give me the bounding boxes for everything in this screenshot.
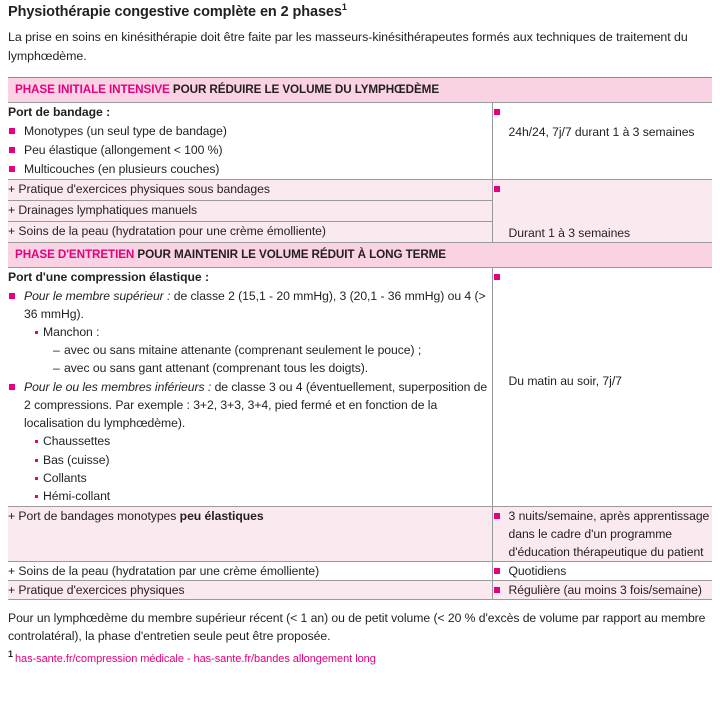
phase2-band bbox=[8, 243, 712, 268]
phase2-row-0-text-bold: peu élastiques bbox=[179, 508, 264, 523]
upper-limb-label: Pour le membre supérieur : bbox=[24, 289, 171, 304]
phase1-band bbox=[8, 77, 712, 102]
phase2-main-cell bbox=[8, 268, 492, 507]
phase1-main-cell bbox=[8, 102, 492, 179]
phase1-bullet-list bbox=[8, 122, 492, 178]
manchon-list bbox=[34, 323, 492, 377]
manchon-label: Manchon : bbox=[43, 325, 100, 340]
phase2-row-2-text: + Pratique d'exercices physiques bbox=[8, 580, 492, 599]
phase1-row-0-text: + Pratique d'exercices physiques sous bandages bbox=[8, 180, 492, 201]
phase1-main-right-text: 24h/24, 7j/7 durant 1 à 3 semaines bbox=[493, 103, 713, 141]
list-item: Multicouches (en plusieurs couches) bbox=[8, 160, 492, 178]
upper-limb-text: de classe 2 (15,1 - 20 mmHg), 3 (20,1 - 36 mmHg) ou 4 (> 36 mmHg). bbox=[24, 289, 486, 322]
phase1-row-2-text: + Soins de la peau (hydratation pour une crème émolliente) bbox=[8, 222, 492, 243]
table-row bbox=[8, 561, 712, 580]
phase2-band-highlight: PHASE D'ENTRETIEN bbox=[15, 248, 135, 262]
phase1-band-highlight: PHASE INITIALE INTENSIVE bbox=[15, 82, 170, 96]
table-row bbox=[8, 180, 712, 201]
phase1-main-right-cell bbox=[492, 102, 712, 179]
manchon-sub-list bbox=[53, 341, 492, 377]
list-item: Peu élastique (allongement < 100 %) bbox=[8, 141, 492, 159]
footnote-marker: 1 bbox=[8, 649, 13, 660]
list-item: Bas (cuisse) bbox=[34, 451, 492, 469]
phase2-row-2-right-text: Régulière (au moins 3 fois/semaine) bbox=[493, 581, 713, 599]
phase2-main-right-cell bbox=[492, 268, 712, 507]
document-page bbox=[0, 3, 720, 727]
list-item bbox=[34, 323, 492, 377]
phase1-rows-right-text: Durant 1 à 3 semaines bbox=[493, 180, 713, 242]
phase2-row-1-right-text: Quotidiens bbox=[493, 562, 713, 580]
lower-limb-text: de classe 3 ou 4 (éventuellement, superposition de 2 compressions. Par exemple : 3+2, 3+3, 3+4, pied fermé et en fonction de la localisation du lymphœdème). bbox=[24, 380, 488, 431]
phase2-band-row bbox=[8, 243, 712, 268]
list-item: Chaussettes bbox=[34, 432, 492, 450]
phase1-band-rest: POUR RÉDUIRE LE VOLUME DU LYMPHŒDÈME bbox=[169, 82, 440, 96]
phase2-main-row bbox=[8, 268, 712, 507]
list-item: Collants bbox=[34, 469, 492, 487]
footnote-text: has-sante.fr/compression médicale - has-sante.fr/bandes allongement long bbox=[14, 652, 376, 665]
title-footnote-marker: 1 bbox=[341, 2, 347, 13]
lower-limb-list bbox=[34, 432, 492, 504]
phase2-band-rest: POUR MAINTENIR LE VOLUME RÉDUIT À LONG TERME bbox=[134, 248, 446, 262]
table-row bbox=[8, 506, 712, 561]
phase2-row-0-right bbox=[492, 506, 712, 561]
phase1-main-lead: Port de bandage : bbox=[8, 104, 111, 119]
phase2-row-0-text bbox=[8, 506, 492, 561]
phase1-main-row bbox=[8, 102, 712, 179]
phase1-rows-right-cell bbox=[492, 180, 712, 243]
intro-paragraph: La prise en soins en kinésithérapie doit être faite par les masseurs-kinésithérapeutes formés aux techniques de traitement du lymphœdème. bbox=[8, 30, 688, 63]
list-item: – avec ou sans gant attenant (comprenant tous les doigts). bbox=[53, 359, 492, 377]
phase2-row-1-right bbox=[492, 561, 712, 580]
list-item: Monotypes (un seul type de bandage) bbox=[8, 122, 492, 140]
lower-limb-label: Pour le ou les membres inférieurs : bbox=[24, 380, 212, 395]
phase2-bullet-list bbox=[8, 287, 492, 505]
page-title-text: Physiothérapie congestive complète en 2 phases bbox=[8, 4, 342, 20]
phases-table bbox=[8, 77, 712, 600]
phase2-main-lead: Port d'une compression élastique : bbox=[8, 270, 209, 285]
list-item: Hémi-collant bbox=[34, 487, 492, 505]
phase1-row-1-text: + Drainages lymphatiques manuels bbox=[8, 201, 492, 222]
phase1-band-row bbox=[8, 77, 712, 102]
footnote-line bbox=[8, 649, 712, 665]
table-row bbox=[8, 580, 712, 599]
phase2-row-0-text-plain: + Port de bandages monotypes bbox=[8, 508, 180, 523]
list-item-upper-limb bbox=[8, 287, 492, 377]
phase2-row-1-text: + Soins de la peau (hydratation par une crème émolliente) bbox=[8, 561, 492, 580]
list-item: – avec ou sans mitaine attenante (comprenant seulement le pouce) ; bbox=[53, 341, 492, 359]
page-title bbox=[8, 3, 712, 21]
phase2-row-2-right bbox=[492, 580, 712, 599]
phase2-row-0-right-text: 3 nuits/semaine, après apprentissage dans le cadre d'un programme d'éducation thérapeutique du patient bbox=[493, 507, 713, 561]
list-item-lower-limb bbox=[8, 378, 492, 504]
footer-note: Pour un lymphœdème du membre supérieur récent (< 1 an) ou de petit volume (< 20 % d'excès de volume par rapport au membre controlatéral), la phase d'entretien seule peut être proposée. bbox=[8, 610, 706, 644]
phase2-main-right-text: Du matin au soir, 7j/7 bbox=[493, 268, 713, 390]
